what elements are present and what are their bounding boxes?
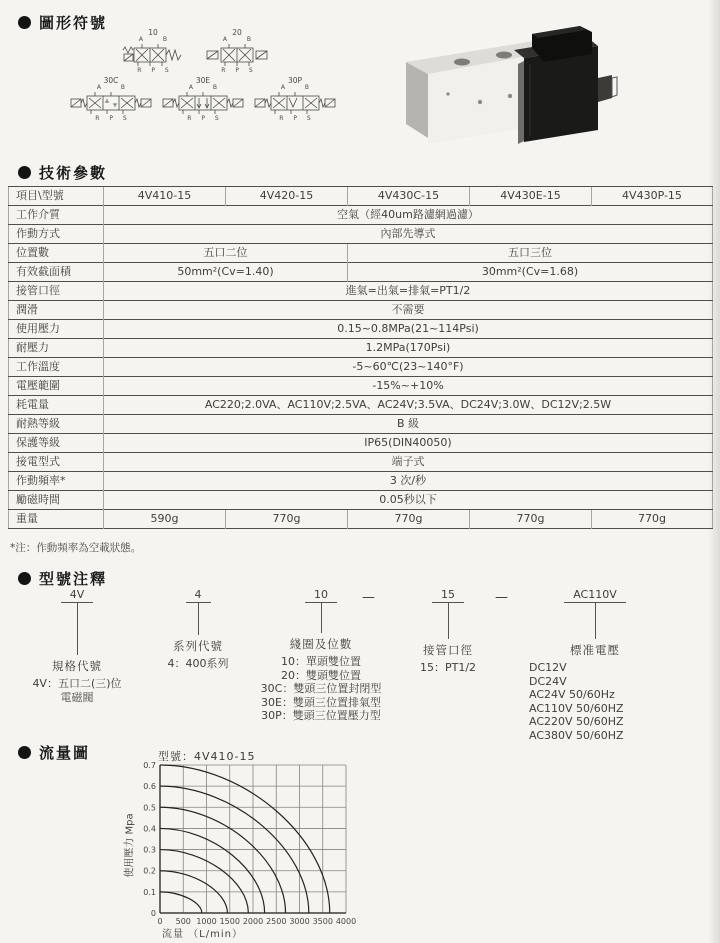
model-code-line: AC24V 50/60Hz [529,688,615,701]
bullet-icon [18,746,31,759]
spec-row-label: 耐熱等級 [9,415,104,434]
spec-cell: 50mm²(Cv=1.40) [104,263,348,282]
flow-curve [160,892,202,913]
model-code-line: AC220V 50/60HZ [529,715,624,728]
spec-cell: 端子式 [104,453,713,472]
model-code-column-coil [236,588,406,723]
spec-row-label: 勵磁時間 [9,491,104,510]
spec-row [9,206,713,225]
section-header-flow [18,742,90,763]
model-code-value: 15 [432,588,464,603]
model-code-lines [261,655,382,723]
spec-row [9,358,713,377]
valve-port-labels-bottom: R P S [95,115,131,122]
spec-header-cell: 項目\型號 [9,187,104,206]
spec-header-cell: 4V430E-15 [470,187,592,206]
spec-cell: 五口二位 [104,244,348,263]
spec-row [9,225,713,244]
model-code-column-spec [7,588,147,704]
model-code-heading: 標准電壓 [570,643,620,657]
model-code-line: AC110V 50/60HZ [529,701,624,715]
chart-x-axis-label: 流量 （L/min） [162,929,243,940]
valve-symbol-code: 30P [287,76,303,85]
section-header-specs [18,162,107,183]
valve-port-labels-top: A B [138,36,177,43]
model-code-value: 4V [61,588,94,603]
valve-symbol-30C [70,76,152,122]
x-tick-label: 3000 [289,917,310,926]
model-code-line: DC12V [529,661,567,674]
spec-row-label: 位置數 [9,244,104,263]
y-tick-label: 0.5 [143,803,156,813]
spec-cell: B 級 [104,415,713,434]
spec-cell: 770g [226,510,348,529]
spec-row [9,282,713,301]
model-code-line: 電磁閥 [60,690,94,704]
flow-curve [160,850,248,913]
valve-symbol-10 [122,28,184,74]
spec-row-label: 重量 [9,510,104,529]
spec-row [9,491,713,510]
valve-port-labels-bottom: R P S [187,115,223,122]
model-code-heading: 接管口徑 [423,643,473,657]
spec-row [9,453,713,472]
product-photo [400,20,620,155]
spec-cell: IP65(DIN40050) [104,434,713,453]
model-code-column-voltage [515,588,675,742]
x-tick-label: 2000 [242,917,264,926]
model-code-value: 4 [186,588,211,603]
valve-port-labels-top: A B [96,84,135,91]
y-tick-label: 0.3 [143,845,156,855]
spec-cell: 進氣=出氣=排氣=PT1/2 [104,282,713,301]
spec-row [9,263,713,282]
model-code-line: 30C：雙頭三位置封閉型 [260,682,382,695]
spec-row [9,301,713,320]
valve-symbol-drawing [122,43,184,69]
spec-header-cell: 4V430C-15 [348,187,470,206]
section-title: 流量圖 [39,744,91,762]
valve-symbol-drawing [254,91,336,117]
valve-port-labels-bottom: R P S [279,115,315,122]
connector-line [595,603,596,639]
spec-row-label: 工作介質 [9,206,104,225]
valve-port-labels-top: A B [222,36,261,43]
model-code-heading: 綫圈及位數 [289,637,353,651]
spec-cell: 0.05秒以下 [104,491,713,510]
spec-cell: 空氣（經40um路濾網過濾） [104,206,713,225]
spec-row [9,434,713,453]
spec-row [9,339,713,358]
model-code-line: 30P：雙頭三位置壓力型 [261,709,381,722]
valve-symbol-30P [254,76,336,122]
model-code-lines [168,657,229,671]
spec-row-label: 工作溫度 [9,358,104,377]
spec-cell: -5~60℃(23~140°F) [104,358,713,377]
valve-symbol-drawing [162,91,244,117]
model-code-heading: 規格代號 [52,659,102,673]
model-code-lines [32,677,121,704]
model-code-diagram [30,588,710,748]
spec-table [8,186,713,529]
spec-row-label: 接電型式 [9,453,104,472]
model-code-line: 20：雙頭雙位置 [281,668,361,682]
spec-cell: -15%~+10% [104,377,713,396]
valve-symbol-drawing [204,43,270,69]
spec-row-label: 潤滑 [9,301,104,320]
spec-row-label: 有效截面積 [9,263,104,282]
valve-symbol-code: 20 [232,28,242,37]
spec-row-label: 作動方式 [9,225,104,244]
y-tick-label: 0.6 [143,782,156,792]
spec-row [9,320,713,339]
section-title: 型號注釋 [39,570,108,588]
model-code-column-port [388,588,508,675]
connector-line [448,603,449,639]
y-tick-label: 0.7 [143,761,156,770]
valve-symbol-drawing [70,91,152,117]
spec-row-label: 耗電量 [9,396,104,415]
flow-chart [110,748,380,943]
y-tick-label: 0 [150,909,156,918]
valve-port-labels-top: A B [280,84,319,91]
spec-row [9,415,713,434]
spec-cell: 770g [592,510,713,529]
chart-title: 型號：4V410-15 [158,750,256,763]
flow-chart-plot [110,761,380,933]
model-code-lines [420,661,476,675]
model-code-value: AC110V [564,588,626,603]
model-code-line: 10：單頭雙位置 [281,655,361,668]
model-code-line: 4：400系列 [167,657,229,670]
spec-row-label: 作動頻率* [9,472,104,491]
section-title: 技術參數 [39,164,108,182]
spec-cell: 770g [470,510,592,529]
bullet-icon [18,166,31,179]
bullet-icon [18,572,31,585]
model-code-lines [515,661,624,742]
valve-symbol-30E [162,76,244,122]
model-code-line: 30E：雙頭三位置排氣型 [261,695,381,709]
chart-y-axis-label: 使用壓力 Mpa [124,813,136,878]
connector-line [198,603,199,635]
model-code-dash: — [495,590,508,605]
spec-row [9,510,713,529]
spec-header-cell: 4V430P-15 [592,187,713,206]
spec-row [9,244,713,263]
spec-row-label: 電壓範圍 [9,377,104,396]
spec-cell: 1.2MPa(170Psi) [104,339,713,358]
valve-port-labels-bottom: R P S [137,67,173,74]
model-code-line: DC24V [529,674,567,688]
x-tick-label: 0 [157,917,163,926]
y-tick-label: 0.2 [143,866,156,876]
y-tick-label: 0.4 [143,824,156,834]
spec-row-label: 使用壓力 [9,320,104,339]
spec-header-row [9,187,713,206]
valve-symbol-code: 30E [195,76,211,85]
model-code-line: 4V：五口二(三)位 [32,677,122,690]
section-title: 圖形符號 [39,14,108,32]
x-tick-label: 1500 [219,917,240,926]
valve-symbol-code: 30C [103,76,119,85]
spec-row-label: 保護等級 [9,434,104,453]
bullet-icon [18,16,31,29]
connector-line [321,603,322,633]
x-tick-label: 500 [175,917,191,926]
valve-port-labels-top: A B [188,84,227,91]
spec-cell: 不需要 [104,301,713,320]
x-tick-label: 1000 [196,917,217,926]
table-footnote: *注：作動頻率為空載狀態。 [10,542,142,554]
spec-cell: 五口三位 [348,244,713,263]
x-tick-label: 4000 [335,917,357,926]
spec-cell: 590g [104,510,226,529]
section-header-symbols [18,12,107,33]
spec-cell: 內部先導式 [104,225,713,244]
spec-row-label: 接管口徑 [9,282,104,301]
spec-cell: 3 次/秒 [104,472,713,491]
model-code-line: 15：PT1/2 [419,661,477,674]
spec-cell: 30mm²(Cv=1.68) [348,263,713,282]
section-header-model-code [18,568,107,589]
spec-cell: 0.15~0.8MPa(21~114Psi) [104,320,713,339]
flow-curve [160,807,286,913]
spec-row [9,472,713,491]
connector-line [77,603,78,655]
spec-cell: 770g [348,510,470,529]
model-code-line: AC380V 50/60HZ [529,728,624,742]
valve-port-labels-bottom: R P S [221,67,257,74]
spec-row [9,377,713,396]
x-tick-label: 3500 [312,917,333,926]
spec-row-label: 耐壓力 [9,339,104,358]
spec-header-cell: 4V420-15 [226,187,348,206]
y-tick-label: 0.1 [143,887,156,897]
x-tick-label: 2500 [266,917,287,926]
model-code-dash: — [362,590,375,605]
valve-symbol-code: 10 [148,28,158,37]
spec-header-cell: 4V410-15 [104,187,226,206]
model-code-heading: 系列代號 [173,639,223,653]
spec-row [9,396,713,415]
spec-cell: AC220;2.0VA、AC110V;2.5VA、AC24V;3.5VA、DC24V;3.0W、DC12V;2.5W [104,396,713,415]
valve-symbol-20 [204,28,270,74]
model-code-value: 10 [305,588,337,603]
